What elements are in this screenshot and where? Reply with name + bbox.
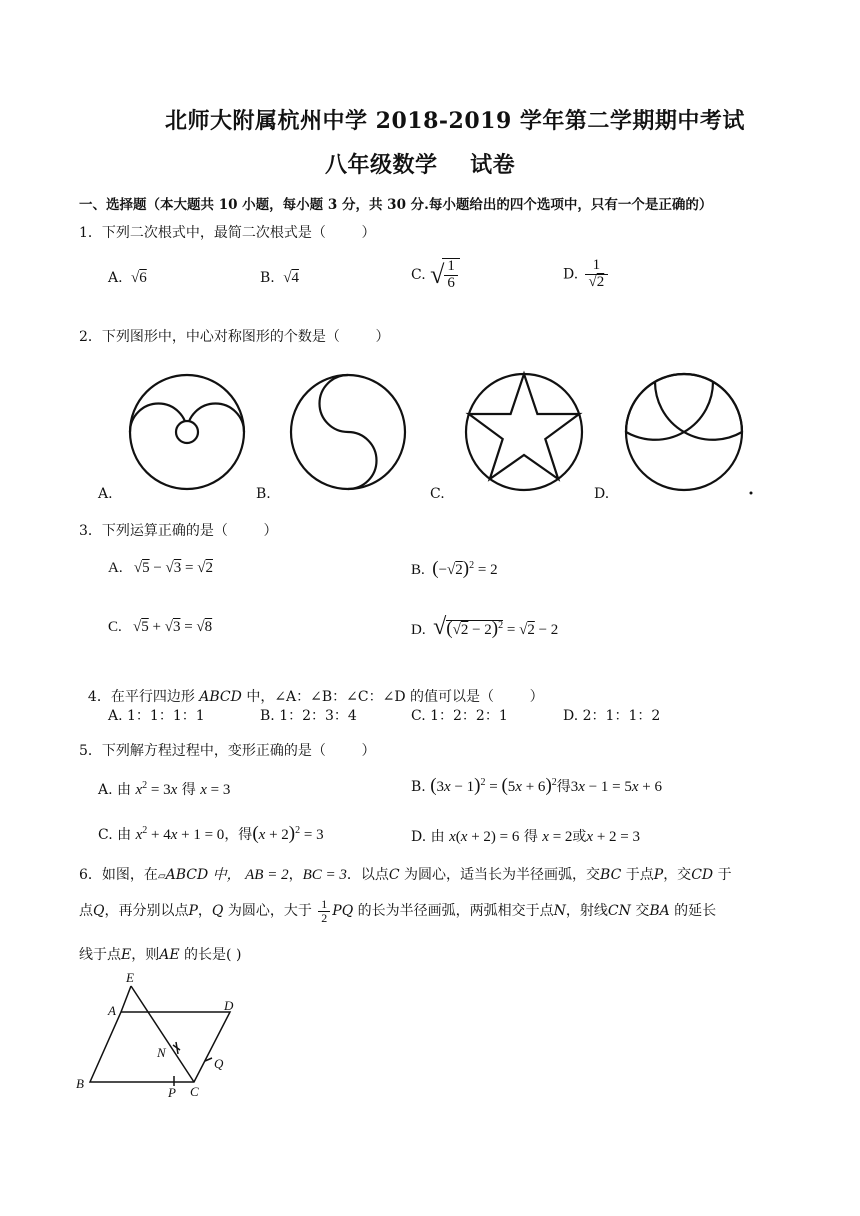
q4-option-b: B. 1：2：3：4 — [260, 708, 357, 724]
q2-label-b: B. — [256, 486, 271, 502]
q3-option-d: D. $√(√2 - 2)^2 = √2 - 2$ — [411, 614, 559, 640]
q2-label-d: D. — [594, 486, 610, 502]
question-1-stem: 1．下列二次根式中，最简二次根式是（ ） — [79, 225, 376, 241]
exam-title: 北师大附属杭州中学 2018-2019 学年第二学期期中考试 — [165, 108, 745, 134]
question-6-line-1: 6．如图，在▱ABCD 中， AB = 2，BC = 3．以点C 为圆心，适当长为半径画弧，交BC 于点P，交CD 于 — [79, 867, 732, 883]
figure-d — [626, 374, 742, 490]
q5-option-c: C. 由 $x^2 + 4x + 1 = 0$，得$(x + 2)^2 = 3$ — [98, 823, 324, 844]
question-2-stem: 2．下列图形中，中心对称图形的个数是（ ） — [79, 329, 390, 345]
q1-option-b: B. √4 — [260, 270, 299, 286]
q6-parallelogram-figure — [70, 968, 270, 1108]
question-5-stem: 5．下列解方程过程中，变形正确的是（ ） — [79, 743, 376, 759]
q2-label-a: A. — [98, 486, 113, 502]
stray-dot — [750, 492, 753, 495]
extension-ba — [121, 986, 131, 1012]
label-p: P — [168, 1085, 176, 1100]
q5-option-b: B. $(3x - 1)^2 = (5x + 6)^2$得3x − 1 = 5x + 6 — [411, 775, 662, 796]
q3-option-a: A. √5 − √3 = √2 — [108, 560, 213, 576]
question-4-stem: 4．在平行四边形 ABCD 中，∠A：∠B：∠C：∠D 的值可以是（ ） — [87, 689, 544, 705]
label-c: C — [190, 1084, 199, 1099]
q4-option-c: C. 1：2：2：1 — [411, 708, 508, 724]
label-d: D — [224, 998, 234, 1013]
q4-option-d: D. 2：1：1：2 — [563, 708, 661, 724]
arc-mark-n2 — [176, 1042, 178, 1054]
q1-option-d: D. $\frac{1}{√2}$ — [563, 258, 610, 291]
label-a: A — [108, 1003, 116, 1018]
label-e: E — [126, 970, 134, 985]
q4-option-a: A. 1：1：1：1 — [108, 708, 205, 724]
figure-b — [291, 375, 405, 489]
figure-c — [466, 374, 582, 490]
label-n: N — [157, 1045, 166, 1060]
q1-option-c: C. √ $\frac{1}{6}$ — [411, 258, 460, 292]
q5-option-d: D. 由 x(x + 2) = 6 得 x = 2或x + 2 = 3 — [411, 829, 640, 845]
ray-cn — [131, 986, 194, 1082]
q3-option-b: B. $(-√2)^2 = 2$ — [411, 558, 498, 579]
q3-option-c: C. √5 + √3 = √8 — [108, 619, 213, 635]
label-b: B — [76, 1076, 84, 1091]
q2-label-c: C. — [430, 486, 445, 502]
question-6-line-2: 点Q，再分别以点P，Q 为圆心，大于 $\frac{1}{2}$ PQ 的长为半径画弧，两弧相交于点N，射线CN 交BA 的延长 — [79, 897, 717, 925]
question-6-line-3: 线于点E，则AE 的长是( ) — [79, 947, 242, 963]
label-q: Q — [214, 1056, 224, 1071]
figure-a — [130, 375, 244, 489]
exam-subtitle: 八年级数学 试卷 — [325, 152, 516, 178]
question-3-stem: 3．下列运算正确的是（ ） — [79, 523, 278, 539]
q5-option-a: A. 由 $x^2 = 3x$ 得 x = 3 — [98, 780, 231, 798]
section-heading: 一、选择题（本大题共 10 小题，每小题 3 分，共 30 分.每小题给出的四个选项中，只有一个是正确的） — [79, 197, 713, 213]
q1-option-a: A. √6 — [108, 270, 147, 286]
